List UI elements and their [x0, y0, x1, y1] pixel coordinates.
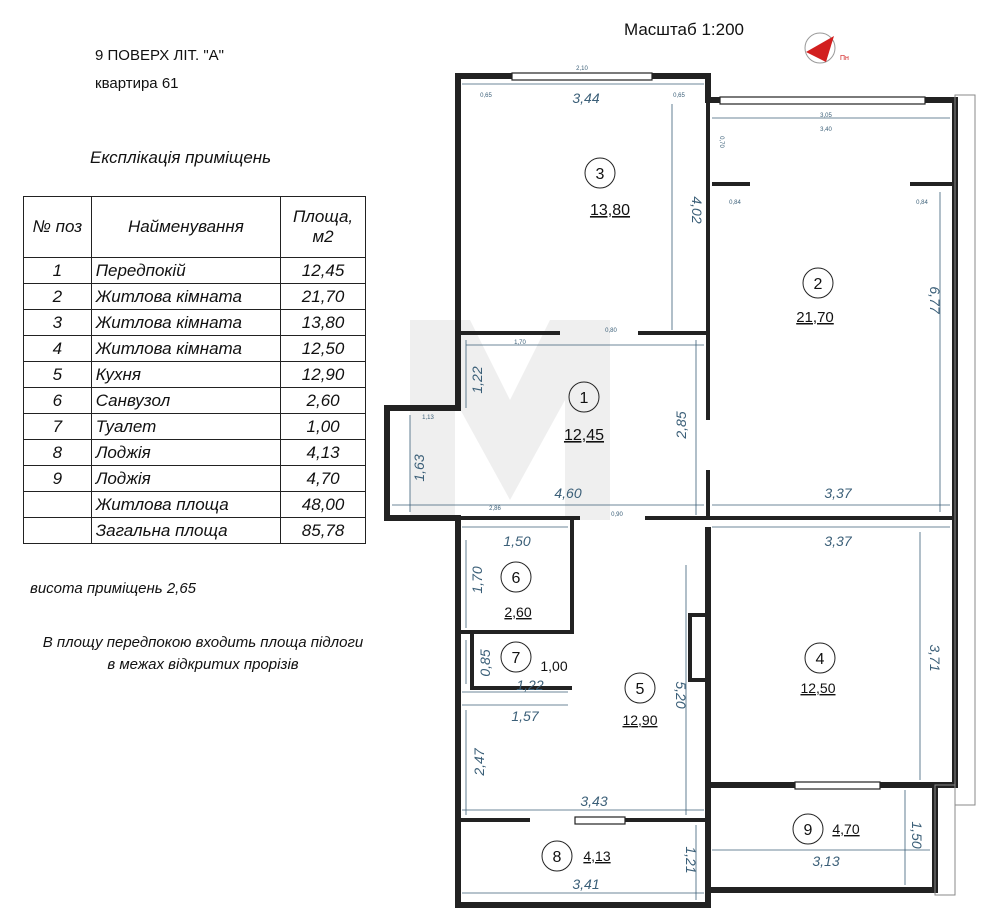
dim-label: 4,02	[689, 196, 705, 224]
room-9-number: 9	[803, 822, 813, 839]
room-3	[585, 158, 630, 219]
window	[720, 97, 925, 104]
hallway-note: В площу передпокою входить площа підлоги в межах відкритих прорізів	[42, 634, 364, 673]
room-1-area: 12,45	[563, 427, 605, 444]
room-7-number: 7	[511, 650, 521, 667]
row-name: Лоджія	[91, 466, 280, 492]
row-name: Туалет	[91, 414, 280, 440]
dim-label: 3,44	[572, 90, 600, 106]
small-dim-label: 0,90	[611, 512, 623, 518]
small-dim-label: 0,80	[605, 328, 617, 334]
room-2	[796, 268, 834, 326]
row-area: 4,70	[281, 466, 366, 492]
column-header-area: Площа, м2	[281, 197, 366, 258]
row-area: 12,50	[281, 336, 366, 362]
dim-label: 1,63	[411, 454, 427, 482]
dim-label: 4,60	[554, 485, 582, 501]
dim-label: 1,57	[511, 708, 539, 724]
dim-label: 1,22	[516, 677, 544, 693]
svg-text:Пн: Пн	[840, 55, 849, 62]
row-area: 13,80	[281, 310, 366, 336]
small-dim-label: 0,65	[480, 93, 492, 99]
room-7	[501, 642, 568, 674]
dim-label: 1,50	[909, 821, 925, 849]
scale-label: Масштаб 1:200	[624, 20, 744, 39]
window	[575, 817, 625, 824]
row-num: 4	[24, 336, 92, 362]
row-name: Лоджія	[91, 440, 280, 466]
room-3-area: 13,80	[589, 202, 631, 219]
row-name: Житлова кімната	[91, 336, 280, 362]
row-area: 12,45	[281, 258, 366, 284]
room-8-number: 8	[552, 849, 562, 866]
room-4	[800, 643, 835, 696]
row-area: 2,60	[281, 388, 366, 414]
dim-label: 1,21	[683, 846, 699, 874]
north-arrow-icon	[805, 33, 849, 63]
dim-label: 3,41	[572, 876, 600, 892]
dim-label: 3,71	[927, 644, 943, 672]
row-num: 9	[24, 466, 92, 492]
room-9	[793, 814, 860, 844]
room-5-number: 5	[635, 681, 645, 698]
apartment-label: квартира 61	[95, 75, 179, 92]
row-area: 1,00	[281, 414, 366, 440]
row-name: Житлова кімната	[91, 310, 280, 336]
room-8-area: 4,13	[583, 848, 611, 864]
dim-label: 5,20	[673, 681, 689, 709]
small-dim-label: 0,70	[718, 136, 724, 148]
small-dim-label: 1,70	[514, 340, 526, 346]
dim-label: 3,37	[824, 485, 852, 501]
dim-label: 1,50	[503, 533, 531, 549]
room-3-number: 3	[595, 166, 605, 183]
room-6-number: 6	[511, 570, 521, 587]
small-dim-label: 3,40	[820, 127, 832, 133]
row-area: 48,00	[281, 492, 366, 518]
room-8	[542, 841, 611, 871]
row-name: Загальна площа	[91, 518, 280, 544]
dim-label: 0,85	[477, 649, 493, 677]
column-header-num: № поз	[24, 197, 92, 258]
room-1-number: 1	[579, 390, 589, 407]
window	[795, 782, 880, 789]
room-7-area: 1,00	[540, 658, 568, 674]
row-num: 1	[24, 258, 92, 284]
dim-label: 3,37	[824, 533, 852, 549]
small-dim-label: 2,86	[489, 506, 501, 512]
row-name: Санвузол	[91, 388, 280, 414]
row-num: 6	[24, 388, 92, 414]
row-area: 85,78	[281, 518, 366, 544]
row-num: 7	[24, 414, 92, 440]
row-area: 21,70	[281, 284, 366, 310]
floor-label: 9 ПОВЕРХ ЛІТ. "А"	[95, 47, 224, 64]
window	[512, 73, 652, 80]
room-5	[622, 673, 657, 728]
dim-label: 2,85	[673, 411, 689, 439]
dim-label: 1,70	[469, 566, 485, 594]
small-dim-label: 3,05	[820, 113, 832, 119]
small-dim-label: 0,84	[916, 200, 928, 206]
wall-outer	[708, 785, 935, 890]
row-name: Кухня	[91, 362, 280, 388]
room-6	[501, 562, 532, 620]
small-dim-label: 2,10	[576, 66, 588, 72]
row-area: 12,90	[281, 362, 366, 388]
explication-title: Експлікація приміщень	[90, 148, 272, 167]
row-num: 5	[24, 362, 92, 388]
dim-label: 3,13	[812, 853, 840, 869]
dim-label: 6,77	[927, 286, 943, 314]
dim-label: 2,47	[471, 748, 487, 776]
row-area: 4,13	[281, 440, 366, 466]
height-note: висота приміщень 2,65	[30, 580, 197, 597]
row-name: Житлова кімната	[91, 284, 280, 310]
room-9-area: 4,70	[832, 821, 860, 837]
small-dim-label: 0,84	[729, 200, 741, 206]
room-2-number: 2	[813, 276, 823, 293]
row-num: 3	[24, 310, 92, 336]
column-header-name: Найменування	[91, 197, 280, 258]
row-name: Житлова площа	[91, 492, 280, 518]
room-4-area: 12,50	[800, 680, 836, 696]
dim-label: 1,22	[469, 366, 485, 394]
row-num: 8	[24, 440, 92, 466]
room-4-number: 4	[815, 651, 825, 668]
dim-label: 3,43	[580, 793, 608, 809]
row-name: Передпокій	[91, 258, 280, 284]
row-num: 2	[24, 284, 92, 310]
room-5-area: 12,90	[622, 712, 658, 728]
room-6-area: 2,60	[504, 604, 532, 620]
small-dim-label: 0,65	[673, 93, 685, 99]
room-2-area: 21,70	[796, 309, 834, 326]
small-dim-label: 1,13	[422, 415, 434, 421]
